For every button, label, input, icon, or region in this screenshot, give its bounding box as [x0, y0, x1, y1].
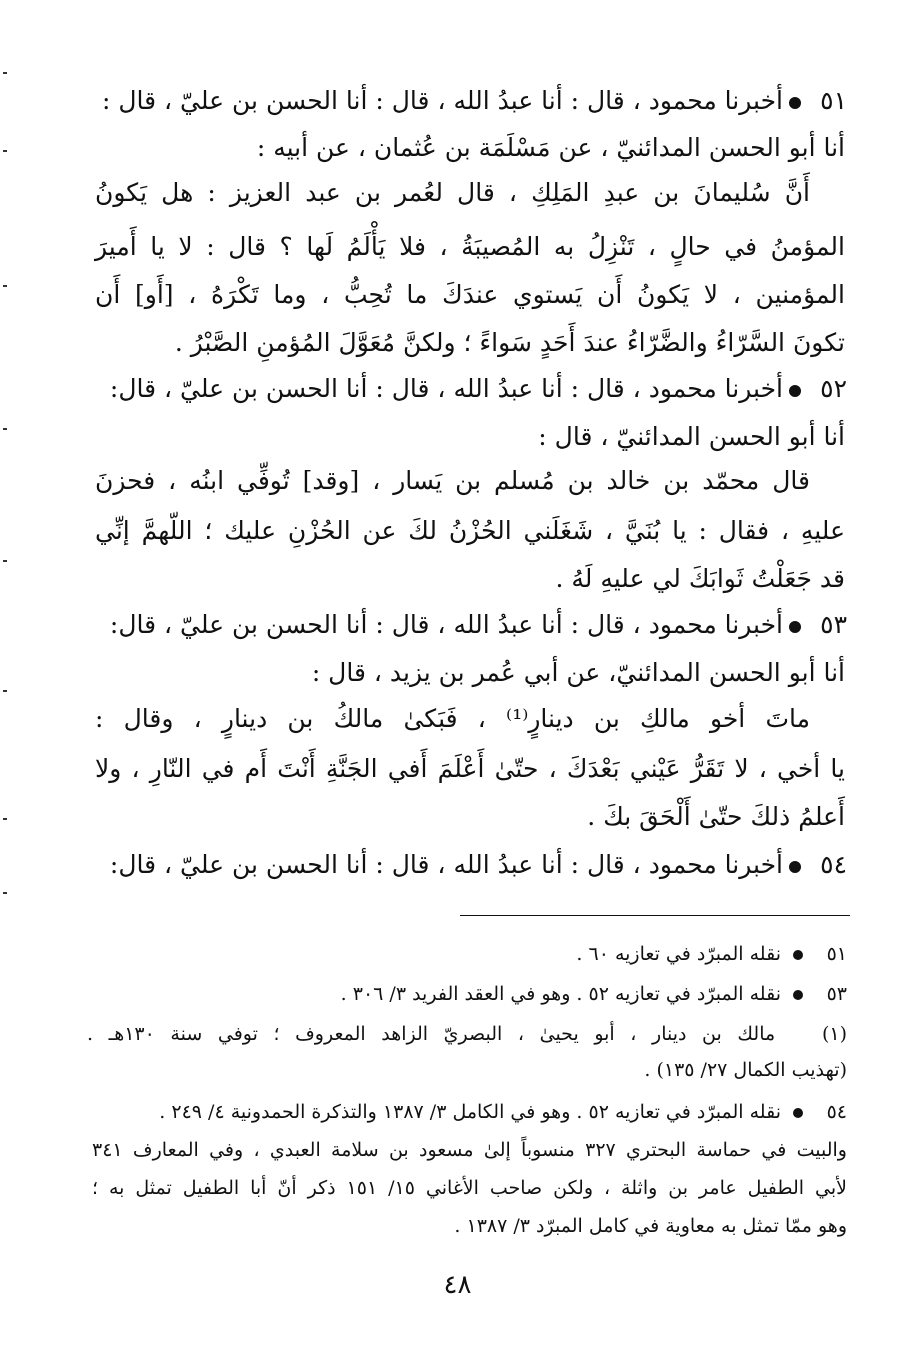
- footnote-1-line-2: (تهذيب الكمال ٢٧/ ١٣٥) .: [644, 1059, 847, 1081]
- entry-53-line-4: يا أخي ، لا تَقَرُّ عَيْني بَعْدَكَ ، حتّىٰ أَعْلَمَ أَفي الجَنَّةِ أَنْتَ أَم في النّارِ ، ولا: [95, 754, 845, 783]
- footnote-54-line-2: والبيت في حماسة البحتري ٣٢٧ منسوباً إلىٰ مسعود بن سلامة العبدي ، وفي المعارف ٣٤١: [92, 1139, 847, 1161]
- entry-text: أخبرنا محمود ، قال : أنا عبدُ الله ، قال : أنا الحسن بن عليّ ، قال:: [109, 850, 783, 879]
- footnote-text: مالك بن دينار ، أبو يحيىٰ ، البصريّ الزاهد المعروف ؛ توفي سنة ١٣٠هـ .: [87, 1023, 776, 1045]
- margin-mark: [3, 428, 7, 430]
- footnote-divider: [460, 915, 850, 916]
- bullet-icon: [789, 861, 801, 873]
- footnote-number: ٥١: [826, 943, 847, 965]
- entry-53-line-3: ماتَ أخو مالكِ بن دينارٍ⁽¹⁾ ، فَبَكىٰ مالكُ بن دينارٍ ، وقال :: [95, 704, 810, 733]
- entry-53-line-2: أنا أبو الحسن المدائنيّ، عن أبي عُمر بن يزيد ، قال :: [311, 658, 845, 687]
- margin-mark: [3, 285, 7, 287]
- footnote-number: (١): [821, 1023, 847, 1045]
- page-number: ٤٨: [443, 1270, 472, 1300]
- entry-52-line-1: [67, 366, 847, 412]
- entry-text: أخبرنا محمود ، قال : أنا عبدُ الله ، قال : أنا الحسن بن عليّ ، قال :: [101, 86, 783, 115]
- bullet-icon: [793, 990, 803, 1000]
- bullet-icon: [789, 385, 801, 397]
- bullet-icon: [789, 97, 801, 109]
- bullet-icon: [789, 621, 801, 633]
- margin-mark: [3, 150, 7, 152]
- footnote-text: نقله المبرّد في تعازيه ٥٢ . وهو في العقد الفريد ٣/ ٣٠٦ .: [340, 983, 781, 1005]
- footnote-number: ٥٤: [826, 1101, 847, 1123]
- entry-53-line-1: [67, 602, 847, 648]
- footnote-number: ٥٣: [826, 983, 847, 1005]
- entry-number: ٥٣: [820, 610, 847, 639]
- entry-51-line-2: أنا أبو الحسن المدائنيّ ، عن مَسْلَمَة بن عُثمان ، عن أبيه :: [256, 133, 845, 162]
- margin-mark: [3, 560, 7, 562]
- entry-51-line-6: تكونَ السَّرّاءُ والضَّرّاءُ عندَ أَحَدٍ سَواءً ؛ ولكنَّ مُعَوَّلَ المُؤمنِ الصَّبْرُ .: [174, 328, 845, 357]
- footnote-54-line-4: وهو ممّا تمثل به معاوية في كامل المبرّد ٣/ ١٣٨٧ .: [454, 1215, 847, 1237]
- entry-52-line-5: قد جَعَلْتُ ثَوابَكَ لي عليهِ لَهُ .: [555, 564, 845, 593]
- footnote-text: نقله المبرّد في تعازيه ٦٠ .: [576, 943, 781, 965]
- entry-54-line-1: [67, 842, 847, 888]
- entry-number: ٥١: [820, 86, 847, 115]
- margin-mark: [3, 690, 7, 692]
- entry-51-line-1: [67, 78, 847, 124]
- footnote-54-line-3: لأبي الطفيل عامر بن واثلة ، ولكن صاحب الأغاني ١٥/ ١٥١ ذكر أنّ أبا الطفيل تمثل به ؛: [92, 1177, 847, 1199]
- entry-53-line-5: أَعلمُ ذلكَ حتّىٰ أَلْحَقَ بكَ .: [587, 802, 845, 831]
- margin-mark: [3, 892, 7, 894]
- margin-mark: [3, 818, 7, 820]
- entry-number: ٥٢: [820, 374, 847, 403]
- entry-52-line-4: عليهِ ، فقال : يا بُنَيَّ ، شَغَلَني الحُزْنُ لكَ عن الحُزْنِ عليك ؛ اللّهمَّ إنِّي: [95, 516, 845, 545]
- entry-text: أخبرنا محمود ، قال : أنا عبدُ الله ، قال : أنا الحسن بن عليّ ، قال:: [109, 374, 783, 403]
- footnote-text: نقله المبرّد في تعازيه ٥٢ . وهو في الكامل ٣/ ١٣٨٧ والتذكرة الحمدونية ٤/ ٢٤٩ .: [159, 1101, 781, 1123]
- entry-52-line-3: قال محمّد بن خالد بن مُسلم بن يَسار ، [وقد] تُوفِّي ابنُه ، فحزنَ: [95, 466, 810, 495]
- footnote-51: [67, 938, 847, 970]
- bullet-icon: [793, 1108, 803, 1118]
- entry-text: أخبرنا محمود ، قال : أنا عبدُ الله ، قال : أنا الحسن بن عليّ ، قال:: [109, 610, 783, 639]
- entry-number: ٥٤: [820, 850, 847, 879]
- entry-51-line-3: أَنَّ سُليمانَ بن عبدِ المَلِكِ ، قال لعُمر بن عبد العزيز : هل يَكونُ: [95, 178, 810, 207]
- entry-51-line-4: المؤمنُ في حالٍ ، تَنْزِلُ به المُصيبَةُ ، فلا يَأْلَمُ لَها ؟ قال : لا يا أَميرَ: [95, 232, 845, 261]
- footnote-1-line-1: [87, 1018, 847, 1050]
- entry-51-line-5: المؤمنين ، لا يَكونُ أَن يَستوي عندَكَ ما تُحِبُّ ، وما تَكْرَهُ ، [أَو] أَن: [95, 280, 845, 309]
- footnote-54-line-1: [67, 1096, 847, 1128]
- footnote-53: [67, 978, 847, 1010]
- entry-52-line-2: أنا أبو الحسن المدائنيّ ، قال :: [538, 422, 845, 451]
- margin-mark: [3, 72, 7, 74]
- bullet-icon: [793, 950, 803, 960]
